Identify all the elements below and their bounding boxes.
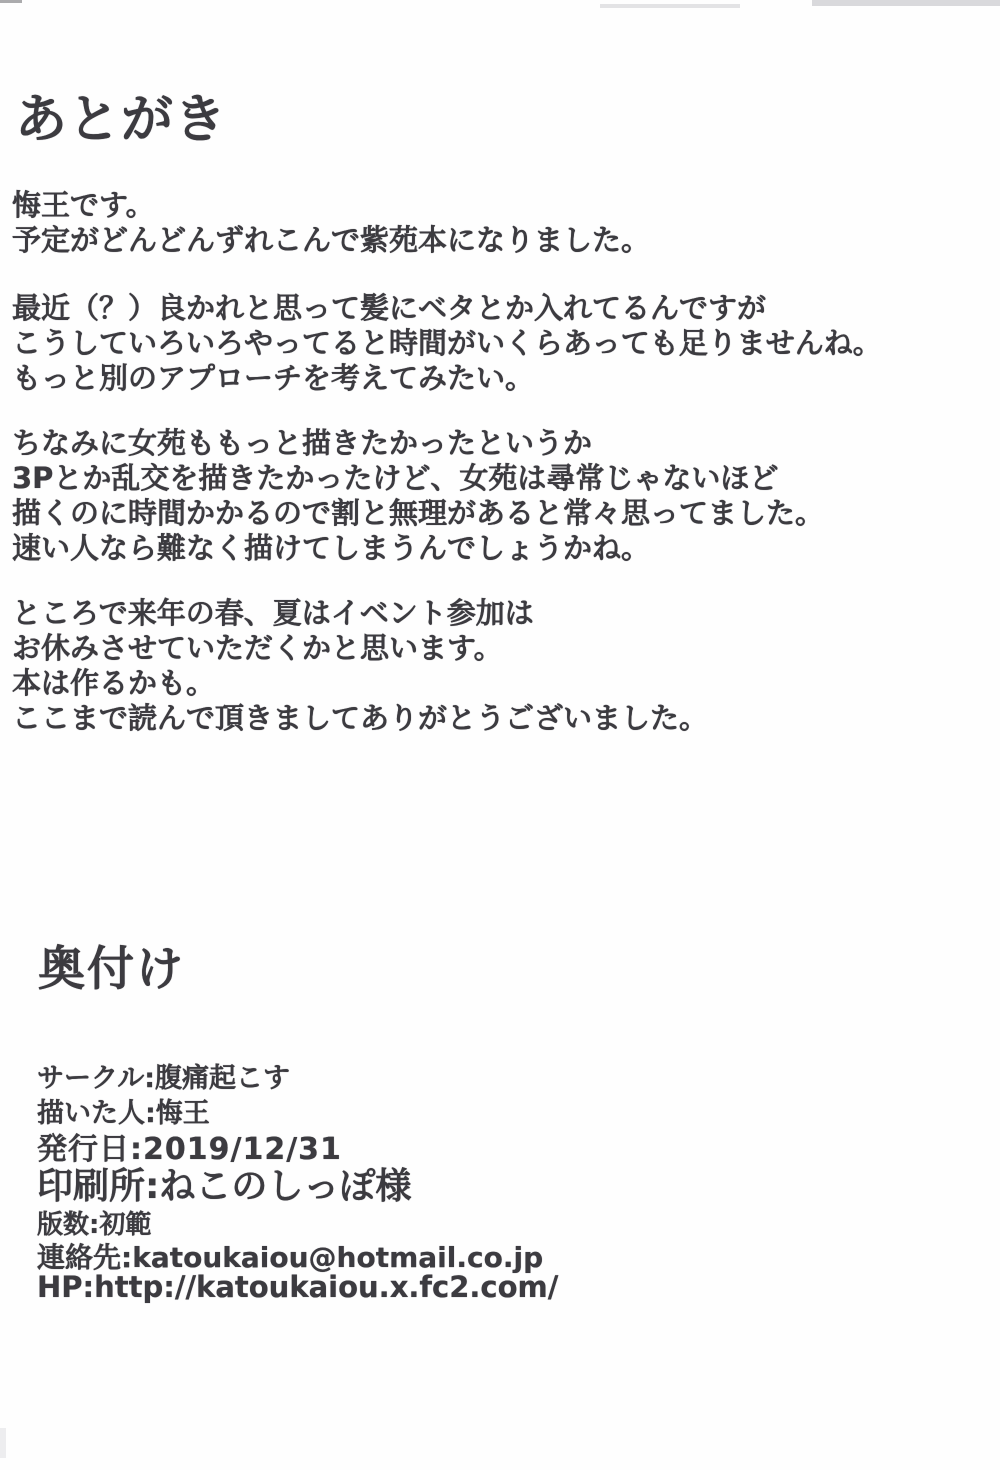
text-line: 本は作るかも。	[12, 666, 216, 700]
colophon-homepage-line: HP:http://katoukaiou.x.fc2.com/	[37, 1270, 559, 1304]
text-line: 速い人なら難なく描けてしまうんでしょうかね。	[12, 531, 651, 565]
scan-artifact-left-edge	[0, 1428, 6, 1458]
colophon-date-line: 発行日:2019/12/31	[37, 1132, 342, 1167]
afterword-paragraph-3	[12, 426, 824, 566]
afterword-title: あとがき	[15, 90, 228, 150]
text-line: もっと別のアプローチを考えてみたい。	[12, 361, 535, 395]
text-line: 予定がどんどんずれこんで紫苑本になりました。	[12, 223, 651, 257]
colophon-edition-line: 版数:初範	[37, 1210, 152, 1240]
colophon-artist-line: 描いた人:悔王	[37, 1098, 210, 1129]
text-line: 3Pとか乱交を描きたかったけど、女苑は尋常じゃないほど	[12, 461, 779, 495]
text-line: 最近（？）良かれと思って髪にベタとか入れてるんですが	[12, 291, 767, 325]
text-line: ところで来年の春、夏はイベント参加は	[12, 596, 534, 630]
scan-artifact-top-left	[0, 0, 22, 3]
colophon-printer-line: 印刷所:ねこのしっぽ様	[37, 1166, 412, 1207]
colophon-circle-line: サークル:腹痛起こす	[37, 1063, 290, 1094]
colophon-title: 奥付け	[38, 942, 185, 997]
scan-artifact-top-middle	[600, 4, 740, 8]
text-line: 描くのに時間かかるので割と無理があると常々思ってました。	[12, 496, 825, 530]
text-line: ちなみに女苑ももっと描きたかったというか	[12, 426, 593, 460]
afterword-paragraph-2	[12, 291, 882, 396]
scan-artifact-top-right	[812, 0, 1000, 6]
text-line: こうしていろいろやってると時間がいくらあっても足りませんね。	[12, 326, 882, 360]
afterword-paragraph-4	[12, 596, 708, 736]
text-line: 悔王です。	[12, 188, 155, 222]
text-line: ここまで読んで頂きましてありがとうございました。	[12, 701, 709, 735]
colophon-contact-line: 連絡先:katoukaiou@hotmail.co.jp	[37, 1241, 544, 1274]
afterword-paragraph-1	[12, 188, 650, 258]
text-line: お休みさせていただくかと思います。	[12, 631, 503, 665]
